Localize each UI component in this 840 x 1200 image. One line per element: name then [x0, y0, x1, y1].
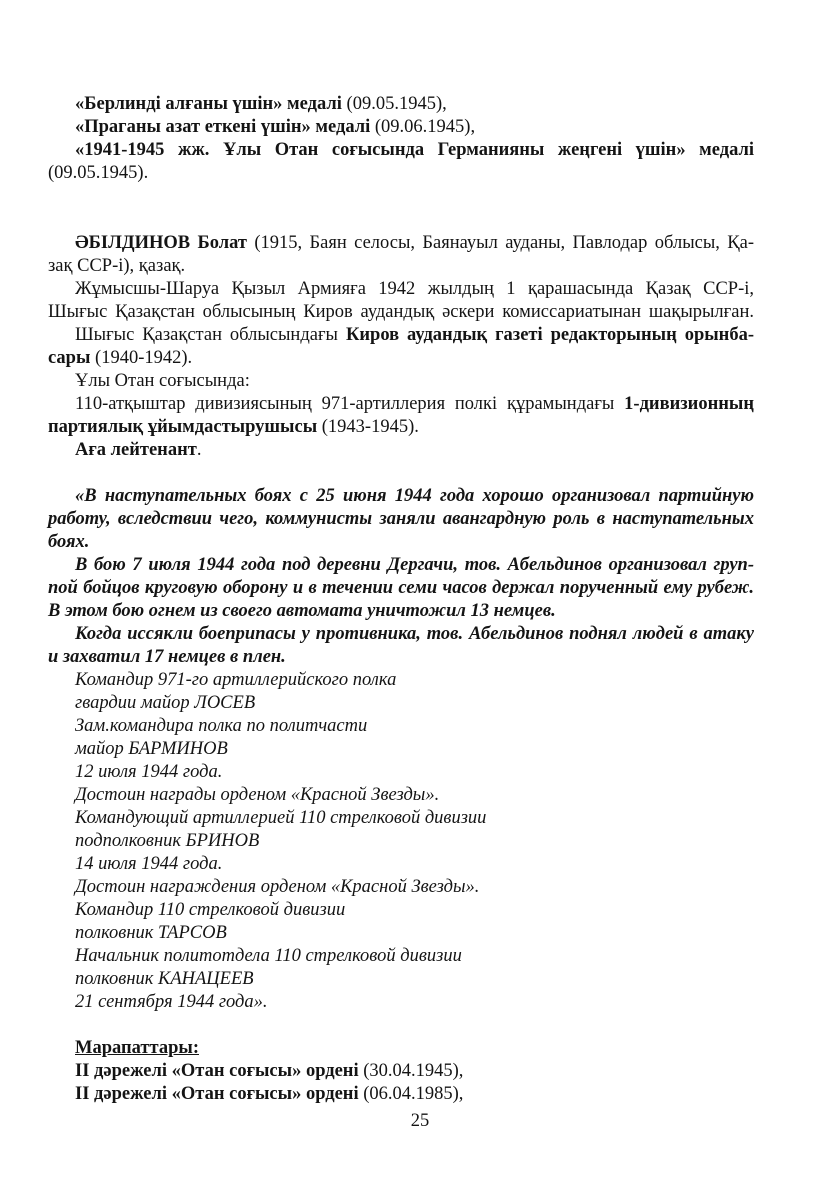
citation-line: В бою 7 июля 1944 года под деревни Дергачи, тов. Абельдинов организовал груп- — [75, 555, 754, 575]
conscription-line: Шығыс Қазақстан облысының Киров аудандық әскери комиссариатынан шақырылған. — [48, 302, 754, 322]
medal-date: (09.06.1945), — [370, 117, 476, 137]
signature-line: майор БАРМИНОВ — [75, 739, 228, 759]
medal-date-line — [48, 162, 754, 184]
signature-line: Командир 110 стрелковой дивизии — [75, 900, 346, 920]
medal-date: (09.05.1945). — [48, 163, 149, 183]
position-dates: (1943-1945). — [317, 417, 419, 437]
signature-line: 14 июля 1944 года. — [75, 854, 223, 874]
signature-line: Командир 971-го артиллерийского полка — [75, 670, 397, 690]
signature-line: подполковник БРИНОВ — [75, 831, 260, 851]
award-line — [75, 1060, 754, 1082]
signature-line: Начальник политотдела 110 стрелковой дивизии — [75, 946, 462, 966]
award-date: (30.04.1945), — [358, 1061, 464, 1081]
medal-line — [75, 93, 754, 115]
award-name: II дәрежелі «Отан соғысы» ордені — [75, 1084, 359, 1104]
signature-line: 21 сентября 1944 года». — [75, 992, 268, 1012]
citation-line: боях. — [48, 532, 90, 552]
medal-line — [75, 139, 754, 161]
signature-line: полковник ТАРСОВ — [75, 923, 227, 943]
signature-line: гвардии майор ЛОСЕВ — [75, 693, 256, 713]
medal-name: «Праганы азат еткені үшін» медалі — [75, 117, 371, 137]
military-rank: Аға лейтенант — [75, 440, 197, 460]
person-name: ӘБІЛДИНОВ Болат — [75, 233, 247, 253]
awards-heading: Марапаттары: — [75, 1038, 199, 1058]
position-title: партиялық ұйымдастырушысы — [48, 417, 318, 437]
medal-date: (09.05.1945), — [341, 94, 447, 114]
rank-period: . — [196, 440, 202, 460]
medal-name: «Берлинді алғаны үшін» медалі — [75, 94, 342, 114]
signature-line: Командующий артиллерией 110 стрелковой дивизии — [75, 808, 487, 828]
award-name: II дәрежелі «Отан соғысы» ордені — [75, 1061, 359, 1081]
position-text: 110-атқыштар дивизиясының 971-артиллерия полкі құрамындағы — [75, 394, 625, 414]
birth-info: (1915, Баян селосы, Баянауыл ауданы, Павлодар облысы, Қа- — [246, 233, 754, 253]
signature-line: 12 июля 1944 года. — [75, 762, 223, 782]
bio-header — [75, 232, 754, 254]
page-number: 25 — [410, 1111, 430, 1131]
position-line — [48, 347, 754, 369]
position-line — [75, 393, 754, 415]
position-text: Шығыс Қазақстан облысындағы — [75, 325, 346, 345]
position-line — [48, 416, 754, 438]
medal-line — [75, 116, 754, 138]
signature-line: Достоин награды орденом «Красной Звезды». — [75, 785, 440, 805]
medal-name: «1941-1945 жж. Ұлы Отан соғысында Германияны жеңгені үшін» медалі — [75, 140, 754, 160]
war-heading: Ұлы Отан соғысында: — [75, 371, 250, 391]
award-line — [75, 1083, 754, 1105]
citation-line: «В наступательных боях с 25 июня 1944 года хорошо организовал партийную — [75, 486, 754, 506]
signature-line: Зам.командира полка по политчасти — [75, 716, 368, 736]
position-dates: (1940-1942). — [90, 348, 193, 368]
position-title: сары — [48, 348, 91, 368]
citation-line: Когда иссякли боеприпасы у противника, тов. Абельдинов поднял людей в атаку — [75, 624, 754, 644]
signature-line: Достоин награждения орденом «Красной Звезды». — [75, 877, 480, 897]
citation-line: и захватил 17 немцев в плен. — [48, 647, 286, 667]
position-title: 1-дивизионның — [624, 394, 754, 414]
rank-line — [75, 439, 754, 461]
position-title: Киров аудандық газеті редакторының орынба- — [345, 325, 754, 345]
position-line — [75, 324, 754, 346]
signature-line: полковник КАНАЦЕЕВ — [75, 969, 254, 989]
citation-line: В этом бою огнем из своего автомата уничтожил 13 немцев. — [48, 601, 556, 621]
birth-info-cont: зақ ССР-і), қазақ. — [48, 256, 186, 276]
citation-line: работу, вследствии чего, коммунисты заняли авангардную роль в наступательных — [48, 509, 754, 529]
conscription-line: Жұмысшы-Шаруа Қызыл Армияға 1942 жылдың 1 қарашасында Қазақ ССР-і, — [75, 279, 754, 299]
citation-line: пой бойцов круговую оборону и в течении семи часов держал порученный ему рубеж. — [48, 578, 754, 598]
award-date: (06.04.1985), — [358, 1084, 464, 1104]
